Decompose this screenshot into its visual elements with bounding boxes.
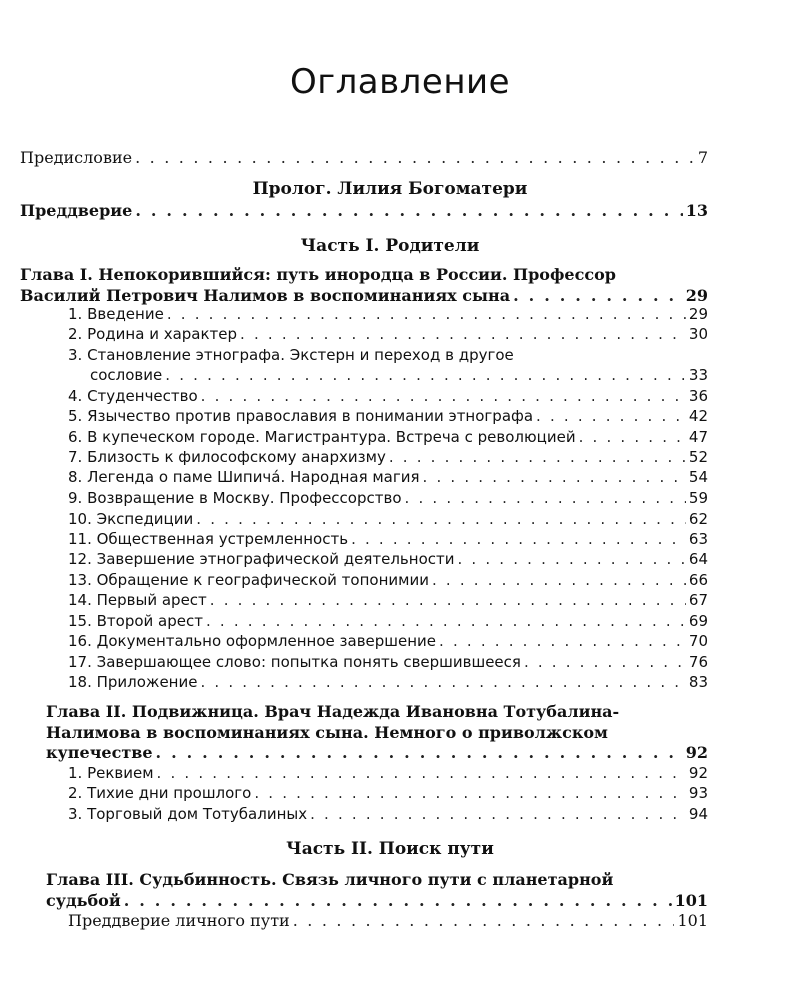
toc-entry-page: 69 <box>688 612 708 630</box>
toc-entry-label: Преддверие личного пути <box>68 911 290 930</box>
toc-entry-label: 4. Студенчество <box>68 387 198 405</box>
toc-subentry <box>68 804 708 825</box>
toc-subentry <box>68 611 708 632</box>
toc-entry-entrance <box>20 200 708 221</box>
toc-subentry <box>68 763 708 784</box>
leader-dots <box>524 652 686 673</box>
leader-dots <box>405 488 686 509</box>
toc-subentry <box>68 406 708 427</box>
toc-entry-page: 63 <box>688 530 708 548</box>
toc-entry-label: 1. Реквием <box>68 764 154 782</box>
toc-subentry <box>68 324 708 345</box>
leader-dots <box>536 406 686 427</box>
toc-entry-page: 101 <box>677 911 708 930</box>
toc-entry-label: 6. В купеческом городе. Магистрантура. Встреча с революцией <box>68 428 576 446</box>
leader-dots <box>457 549 685 570</box>
chapter3-title-line1: Глава III. Судьбинность. Связь личного пути с планетарной <box>46 870 614 889</box>
leader-dots <box>210 590 686 611</box>
toc-entry-page: 83 <box>688 673 708 691</box>
toc-entry-chapter3 <box>46 890 708 911</box>
chapter2-title-line1: Глава II. Подвижница. Врач Надежда Ивановна Тотубалина- <box>46 702 620 721</box>
toc-entry-page: 62 <box>688 510 708 528</box>
toc-entry-page: 29 <box>688 305 708 323</box>
toc-entry-page: 7 <box>697 148 708 167</box>
leader-dots <box>513 285 683 306</box>
toc-subentry <box>68 304 708 325</box>
leader-dots <box>201 386 686 407</box>
toc-entry-label: 10. Экспедиции <box>68 510 194 528</box>
toc-entry-label: Преддверие <box>20 201 133 220</box>
toc-entry-label: купечестве <box>46 743 153 762</box>
toc-entry-label: 9. Возвращение в Москву. Профессорство <box>68 489 402 507</box>
leader-dots <box>432 570 686 591</box>
leader-dots <box>240 324 686 345</box>
toc-entry-label: 8. Легенда о паме Шипичá. Народная магия <box>68 468 420 486</box>
toc-subentry <box>68 672 708 693</box>
toc-entry-page: 64 <box>688 550 708 568</box>
toc-entry-label: 15. Второй арест <box>68 612 203 630</box>
toc-subentry <box>68 631 708 652</box>
toc-subentry <box>68 910 708 931</box>
toc-entry-label: 18. Приложение <box>68 673 198 691</box>
toc-entry-label: 3. Торговый дом Тотубалиных <box>68 805 308 823</box>
toc-entry-label: 14. Первый арест <box>68 591 207 609</box>
toc-entry-preface <box>20 147 708 168</box>
toc-subentry <box>68 529 708 550</box>
toc-entry-page: 92 <box>685 743 708 762</box>
toc-entry-page: 47 <box>688 428 708 446</box>
toc-entry-page: 36 <box>688 387 708 405</box>
toc-entry-label: 7. Близость к философскому анархизму <box>68 448 386 466</box>
toc-subentry <box>68 427 708 448</box>
toc-entry-chapter2 <box>46 742 708 763</box>
toc-subentry <box>68 652 708 673</box>
toc-subentry <box>68 570 708 591</box>
toc-entry-page: 13 <box>685 201 708 220</box>
toc-entry-page: 52 <box>688 448 708 466</box>
toc-entry-page: 93 <box>688 784 708 802</box>
toc-entry-label: 12. Завершение этнографической деятельности <box>68 550 455 568</box>
leader-dots <box>254 783 686 804</box>
leader-dots <box>206 611 686 632</box>
toc-entry-page: 92 <box>688 764 708 782</box>
leader-dots <box>579 427 686 448</box>
leader-dots <box>156 742 683 763</box>
toc-entry-label: сословие <box>90 366 163 384</box>
leader-dots <box>135 200 682 221</box>
part1-heading: Часть I. Родители <box>300 236 480 256</box>
toc-entry-page: 33 <box>688 366 708 384</box>
toc-entry-label: 17. Завершающее слово: попытка понять свершившееся <box>68 653 521 671</box>
toc-entry-label: 5. Язычество против православия в понимании этнографа <box>68 407 534 425</box>
toc-subentry-line1: 3. Становление этнографа. Экстерн и переход в другое <box>68 346 514 364</box>
toc-entry-page: 30 <box>688 325 708 343</box>
toc-entry-page: 70 <box>688 632 708 650</box>
toc-subentry <box>68 549 708 570</box>
toc-entry-page: 54 <box>688 468 708 486</box>
toc-entry-page: 67 <box>688 591 708 609</box>
toc-entry-page: 101 <box>674 891 708 910</box>
page-title: Оглавление <box>289 62 511 102</box>
toc-entry-label: 16. Документально оформленное завершение <box>68 632 437 650</box>
leader-dots <box>351 529 686 550</box>
chapter1-title-line1: Глава I. Непокорившийся: путь инородца в России. Профессор <box>20 265 616 284</box>
prologue-heading: Пролог. Лилия Богоматери <box>252 179 528 199</box>
toc-entry-page: 66 <box>688 571 708 589</box>
leader-dots <box>293 910 675 931</box>
leader-dots <box>310 804 686 825</box>
leader-dots <box>157 763 686 784</box>
toc-subentry <box>90 365 708 386</box>
toc-subentry <box>68 783 708 804</box>
toc-entry-label: 2. Тихие дни прошлого <box>68 784 252 802</box>
leader-dots <box>389 447 686 468</box>
leader-dots <box>196 509 686 530</box>
leader-dots <box>439 631 686 652</box>
toc-subentry <box>68 488 708 509</box>
toc-entry-page: 76 <box>688 653 708 671</box>
toc-entry-page: 59 <box>688 489 708 507</box>
leader-dots <box>200 672 685 693</box>
toc-entry-chapter1 <box>20 285 708 306</box>
toc-entry-page: 42 <box>688 407 708 425</box>
toc-entry-label: 13. Обращение к географической топонимии <box>68 571 429 589</box>
toc-entry-label: судьбой <box>46 891 121 910</box>
leader-dots <box>135 147 695 168</box>
leader-dots <box>124 890 672 911</box>
toc-subentry <box>68 386 708 407</box>
leader-dots <box>165 365 686 386</box>
part2-heading: Часть II. Поиск пути <box>286 839 494 859</box>
toc-entry-label: Предисловие <box>20 148 133 167</box>
leader-dots <box>423 467 686 488</box>
toc-subentry <box>68 447 708 468</box>
toc-entry-label: 11. Общественная устремленность <box>68 530 349 548</box>
chapter2-title-line2: Налимова в воспоминаниях сына. Немного о приволжском <box>46 723 608 742</box>
toc-entry-page: 29 <box>685 286 708 305</box>
toc-subentry <box>68 467 708 488</box>
toc-entry-label: 1. Введение <box>68 305 164 323</box>
toc-subentry <box>68 590 708 611</box>
toc-entry-label: 2. Родина и характер <box>68 325 238 343</box>
toc-entry-label: Василий Петрович Налимов в воспоминаниях сына <box>20 286 511 305</box>
toc-entry-page: 94 <box>688 805 708 823</box>
toc-subentry <box>68 509 708 530</box>
leader-dots <box>167 304 686 325</box>
